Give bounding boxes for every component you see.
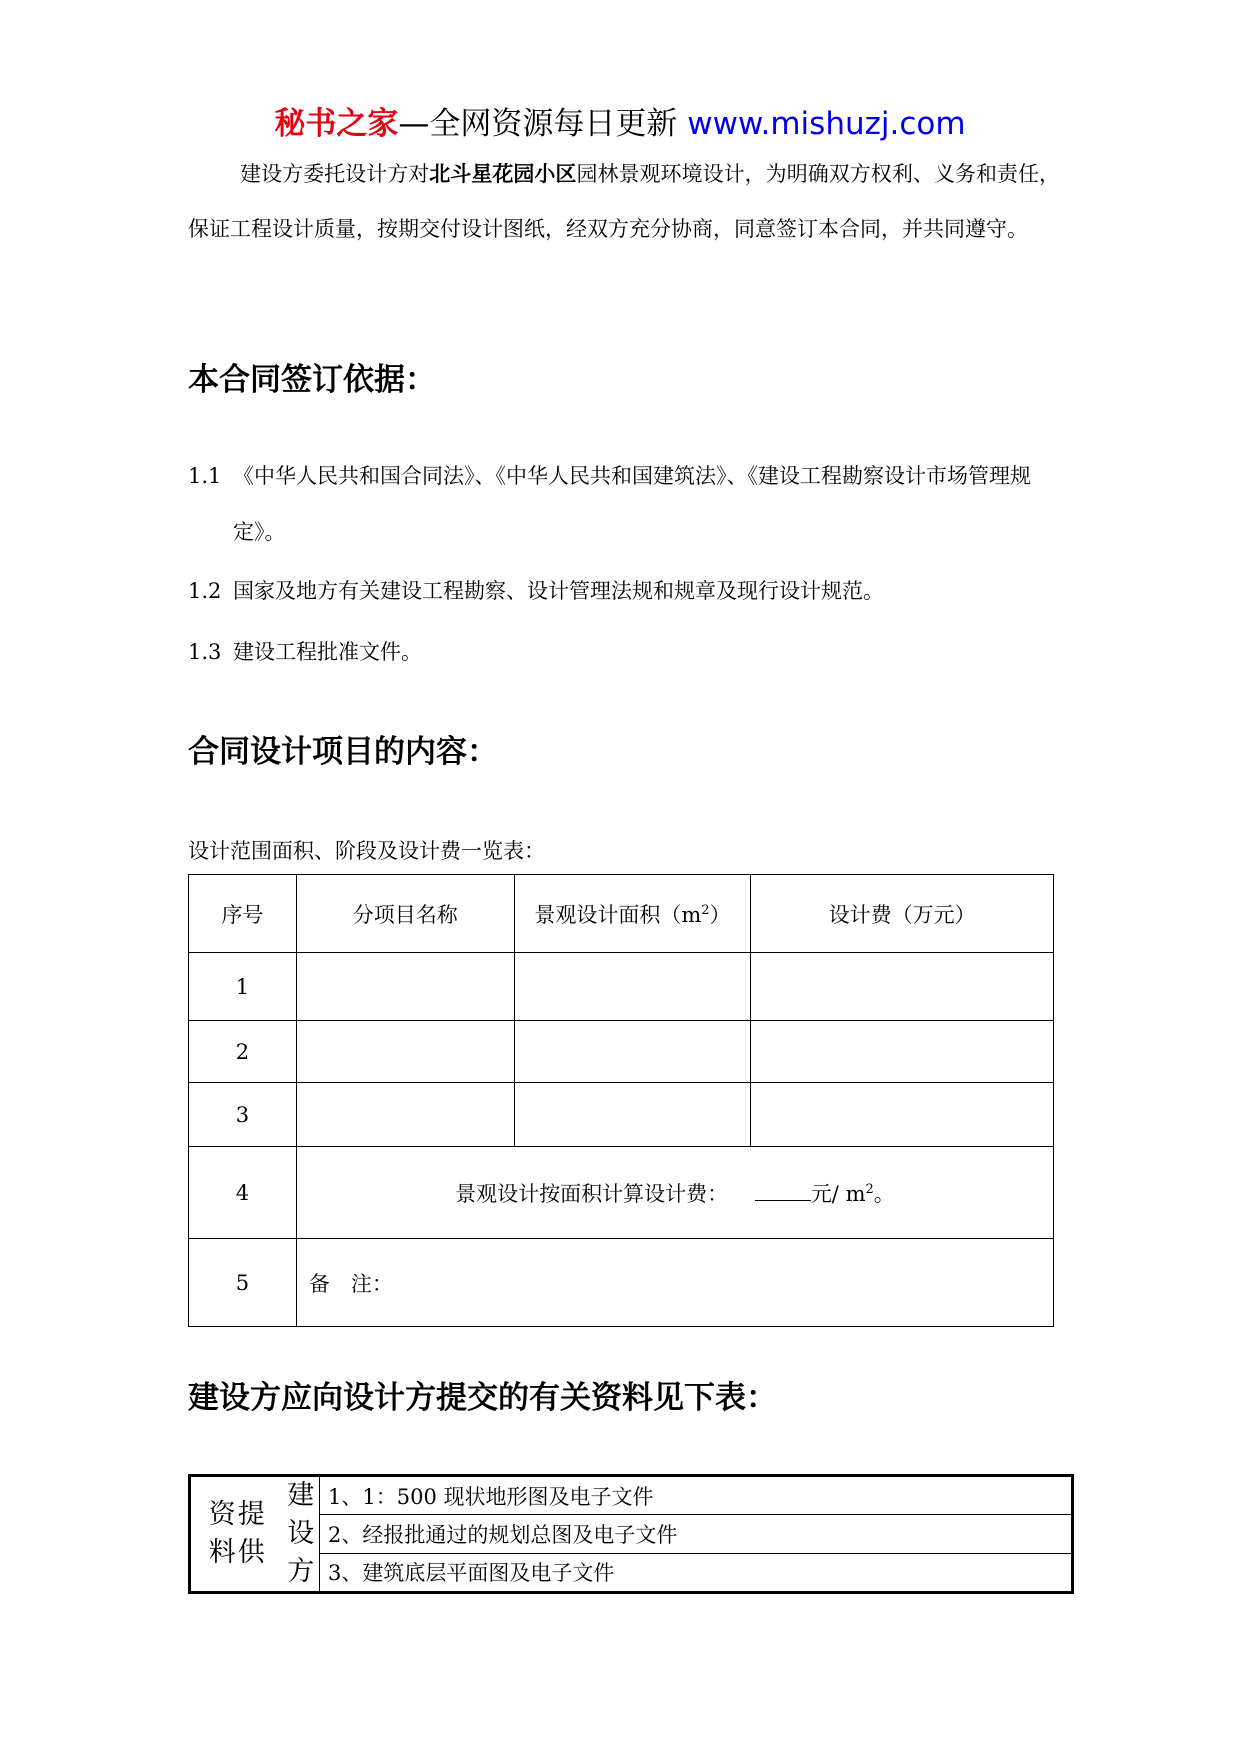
basis-item-number: 1.2 [188,579,222,603]
project-name: 北斗星花园小区 [429,161,577,186]
row-number: 5 [189,1239,297,1327]
materials-label-line-1: 资提 [208,1499,267,1530]
material-item: 3、建筑底层平面图及电子文件 [320,1553,1073,1592]
row-area-cell [514,1083,751,1147]
row-fee-cell [751,1083,1054,1147]
remarks-cell: 备 注： [296,1239,1053,1327]
table-row-remarks [189,1239,1054,1327]
basis-item-3 [188,624,1060,680]
row-name-cell [296,1021,514,1083]
fee-rate-blank [755,1180,811,1201]
basis-item-text: 国家及地方有关建设工程勘察、设计管理法规和规章及现行设计规范。 [233,579,884,603]
material-item: 1、1：500 现状地形图及电子文件 [320,1476,1073,1515]
row-number: 1 [189,953,297,1021]
basis-item-number: 1.1 [188,464,222,488]
provider-char: 方 [287,1556,317,1587]
header-seq: 序号 [189,875,297,953]
header-fee: 设计费（万元） [751,875,1054,953]
materials-table [188,1474,1074,1594]
basis-item-2 [188,563,1060,619]
row-fee-cell [751,953,1054,1021]
provider-char: 建 [287,1480,317,1511]
table-header-row [189,875,1054,953]
table-row [189,1083,1054,1147]
material-item: 2、经报批通过的规划总图及电子文件 [320,1515,1073,1553]
section1-heading: 本合同签订依据： [188,362,436,398]
row-name-cell [296,953,514,1021]
section2-heading: 合同设计项目的内容： [188,734,498,770]
intro-paragraph [188,146,1060,257]
materials-label-cell [190,1476,285,1593]
section3-heading: 建设方应向设计方提交的有关资料见下表： [188,1380,777,1416]
table-row [189,953,1054,1021]
fee-rate-unit: 元/ m [810,1181,866,1206]
basis-item-number: 1.3 [188,640,222,664]
intro-text-1: 建设方委托设计方对 [240,162,430,186]
fee-rate-label: 景观设计按面积计算设计费： [455,1181,729,1206]
header-name: 分项目名称 [296,875,514,953]
basis-item-text: 《中华人民共和国合同法》、《中华人民共和国建筑法》、《建设工程勘察设计市场管理规定》。 [233,464,1031,544]
row-number: 3 [189,1083,297,1147]
fee-rate-cell: 景观设计按面积计算设计费： 元/ $m^2$。 [296,1147,1053,1239]
provider-char: 设 [287,1518,317,1549]
table-row [189,1021,1054,1083]
row-number: 4 [189,1147,297,1239]
table1-caption: 设计范围面积、阶段及设计费一览表： [188,839,545,863]
banner-url-link[interactable]: www.mishuzj.com [687,106,966,142]
basis-item-1 [188,448,1060,560]
header-area: 景观设计面积$(m^2)$ [514,875,751,953]
row-fee-cell [751,1021,1054,1083]
row-area-cell [514,1021,751,1083]
banner-brand: 秘书之家 [274,106,399,142]
site-banner [0,102,1240,146]
intro-text-2: 园林景观环境设计，为明确双方权利、义务和责任，保证工程设计质量，按期交付设计图纸，经双方充分协商，同意签订本合同，并共同遵守。 [188,162,1061,241]
basis-item-text: 建设工程批准文件。 [233,640,422,664]
row-name-cell [296,1083,514,1147]
provider-label-cell [285,1476,320,1593]
design-fee-table [188,874,1054,1327]
banner-tagline: —全网资源每日更新 [398,106,678,142]
row-area-cell [514,953,751,1021]
row-number: 2 [189,1021,297,1083]
table-row-fee-rate [189,1147,1054,1239]
materials-label-line-2: 料供 [208,1537,267,1568]
